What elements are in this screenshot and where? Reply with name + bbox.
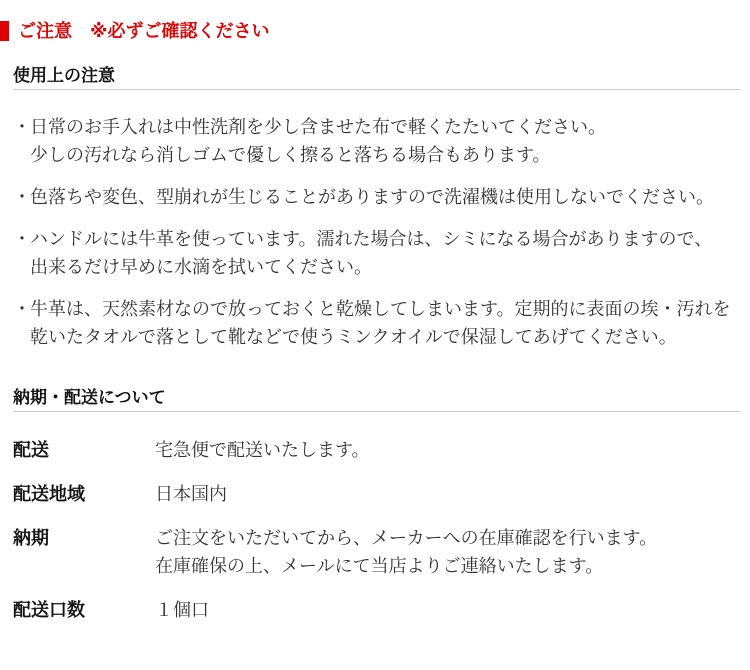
shipping-table xyxy=(13,436,740,624)
value-line: １個口 xyxy=(155,600,209,620)
bullet-icon: ・ xyxy=(13,299,31,319)
notice-title: ご注意 ※必ずご確認ください xyxy=(18,21,270,41)
row-value xyxy=(155,436,740,464)
red-square-icon xyxy=(0,21,9,41)
usage-notes-list xyxy=(13,113,740,351)
list-item xyxy=(13,225,740,281)
row-label: 配送口数 xyxy=(13,600,85,620)
table-row xyxy=(13,480,740,508)
notice-header xyxy=(0,21,740,41)
value-line: 日本国内 xyxy=(155,484,227,504)
row-label: 納期 xyxy=(13,528,49,548)
note-line: 日常のお手入れは中性洗剤を少し含ませた布で軽くたたいてください。 xyxy=(30,117,606,137)
row-value xyxy=(155,524,740,580)
value-line: 宅急便で配送いたします。 xyxy=(155,440,370,460)
list-item xyxy=(13,183,740,211)
table-row xyxy=(13,524,740,580)
note-line: 乾いたタオルで落として靴などで使うミンクオイルで保湿してあげてください。 xyxy=(30,327,677,347)
value-line: ご注文をいただいてから、メーカーへの在庫確認を行います。 xyxy=(155,528,658,548)
row-label: 配送地域 xyxy=(13,484,85,504)
shipping-section-heading: 納期・配送について xyxy=(13,388,740,412)
row-value xyxy=(155,596,740,624)
bullet-icon: ・ xyxy=(13,117,31,137)
bullet-icon: ・ xyxy=(13,187,31,207)
list-item xyxy=(13,295,740,351)
note-text xyxy=(30,295,740,351)
table-row xyxy=(13,436,740,464)
note-text xyxy=(30,225,740,281)
row-label: 配送 xyxy=(13,440,49,460)
usage-section-heading: 使用上の注意 xyxy=(13,66,740,90)
table-row xyxy=(13,596,740,624)
note-line: 少しの汚れなら消しゴムで優しく擦ると落ちる場合もあります。 xyxy=(30,145,551,165)
list-item xyxy=(13,113,740,169)
bullet-icon: ・ xyxy=(13,229,31,249)
value-line: 在庫確保の上、メールにて当店よりご連絡いたします。 xyxy=(155,556,604,576)
note-line: 色落ちや変色、型崩れが生じることがありますので洗濯機は使用しないでください。 xyxy=(30,187,714,207)
note-line: 出来るだけ早めに水滴を拭いてください。 xyxy=(30,257,372,277)
note-line: 牛革は、天然素材なので放っておくと乾燥してしまいます。定期的に表面の埃・汚れを xyxy=(30,299,731,319)
note-line: ハンドルには牛革を使っています。濡れた場合は、シミになる場合がありますので、 xyxy=(30,229,713,249)
note-text xyxy=(30,183,740,211)
row-value xyxy=(155,480,740,508)
note-text xyxy=(30,113,740,169)
